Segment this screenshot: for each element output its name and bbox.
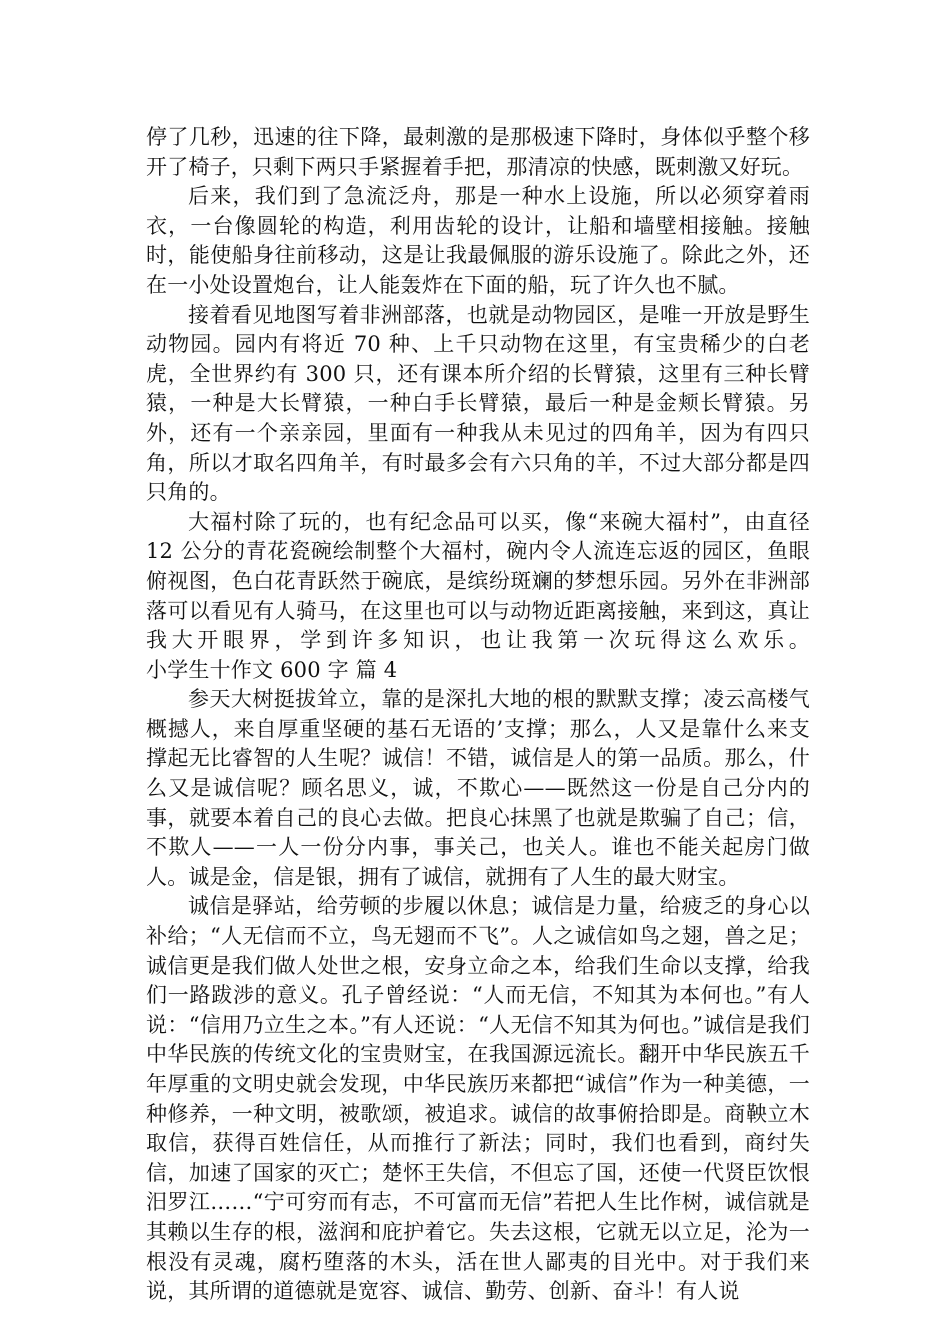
paragraph-4-text: 大福村除了玩的，也有纪念品可以买，像“来碗大福村”，由直径 12 公分的青花瓷碗绘制整个大福村，碗内令人流连忘返的园区，鱼眼俯视图，色白花青跃然于碗底，是缤纷斑斓的梦想乐园。另外在非洲部落可以看见有人骑马，在这里也可以与动物近距离接触，来到这，真让我大开眼界，学到许多知识，也让我第一次玩得这么欢乐。: [146, 509, 810, 653]
paragraph-4: [146, 508, 810, 686]
paragraph-1: 停了几秒，迅速的往下降，最刺激的是那极速下降时，身体似乎整个移开了椅子，只剩下两只手紧握着手把，那清凉的快感，既刺激又好玩。: [146, 125, 810, 179]
article-body: [146, 123, 810, 1307]
paragraph-2: 后来，我们到了急流泛舟，那是一种水上设施，所以必须穿着雨衣，一台像圆轮的构造，利用齿轮的设计，让船和墙壁相接触。接触时，能使船身往前移动，这是让我最佩服的游乐设施了。除此之外，还在一小处设置炮台，让人能轰炸在下面的船，玩了许久也不腻。: [146, 184, 810, 297]
section-heading: 小学生十作文 600 字 篇 4: [146, 657, 398, 682]
paragraph-6: 诚信是驿站，给劳顿的步履以休息；诚信是力量，给疲乏的身心以补给；“人无信而不立，鸟无翅而不飞”。人之诚信如鸟之翅，兽之足；诚信更是我们做人处世之根，安身立命之本，给我们生命以支撑，给我们一路跋涉的意义。孔子曾经说：“人而无信，不知其为本何也。”有人说：“信用乃立生之本。”有人还说：“人无信不知其为何也。”诚信是我们中华民族的传统文化的宝贵财宝，在我国源远流长。翻开中华民族五千年厚重的文明史就会发现，中华民族历来都把“诚信”作为一种美德，一种修养，一种文明，被歌颂，被追求。诚信的故事俯拾即是。商鞅立木取信，获得百姓信任，从而推行了新法；同时，我们也看到，商纣失信，加速了国家的灭亡；楚怀王失信，不但忘了国，还使一代贤臣饮恨汨罗江……“宁可穷而有志，不可富而无信”若把人生比作树，诚信就是其赖以生存的根，滋润和庇护着它。失去这根，它就无以立足，沦为一根没有灵魂，腐朽堕落的木头，活在世人鄙夷的目光中。对于我们来说，其所谓的道德就是宽容、诚信、勤劳、创新、奋斗！有人说: [146, 894, 810, 1304]
paragraph-3: 接着看见地图写着非洲部落，也就是动物园区，是唯一开放是野生动物园。园内有将近 70 种、上千只动物在这里，有宝贵稀少的白老虎，全世界约有 300 只，还有课本所介绍的长臂猿，这里有三种长臂猿，一种是大长臂猿，一种白手长臂猿，最后一种是金颊长臂猿。另外，还有一个亲亲园，里面有一种我从未见过的四角羊，因为有四只角，所以才取名四角羊，有时最多会有六只角的羊，不过大部分都是四只角的。: [146, 302, 810, 505]
paragraph-5: 参天大树挺拔耸立，靠的是深扎大地的根的默默支撑；凌云高楼气概撼人，来自厚重坚硬的基石无语的’支撑；那么，人又是靠什么来支撑起无比睿智的人生呢？诚信！不错，诚信是人的第一品质。那么，什么又是诚信呢？顾名思义，诚，不欺心——既然这一份是自己分内的事，就要本着自己的良心去做。把良心抹黑了也就是欺骗了自己；信，不欺人——一人一份分内事，事关己，也关人。谁也不能关起房门做人。诚是金，信是银，拥有了诚信，就拥有了人生的最大财宝。: [146, 687, 810, 889]
